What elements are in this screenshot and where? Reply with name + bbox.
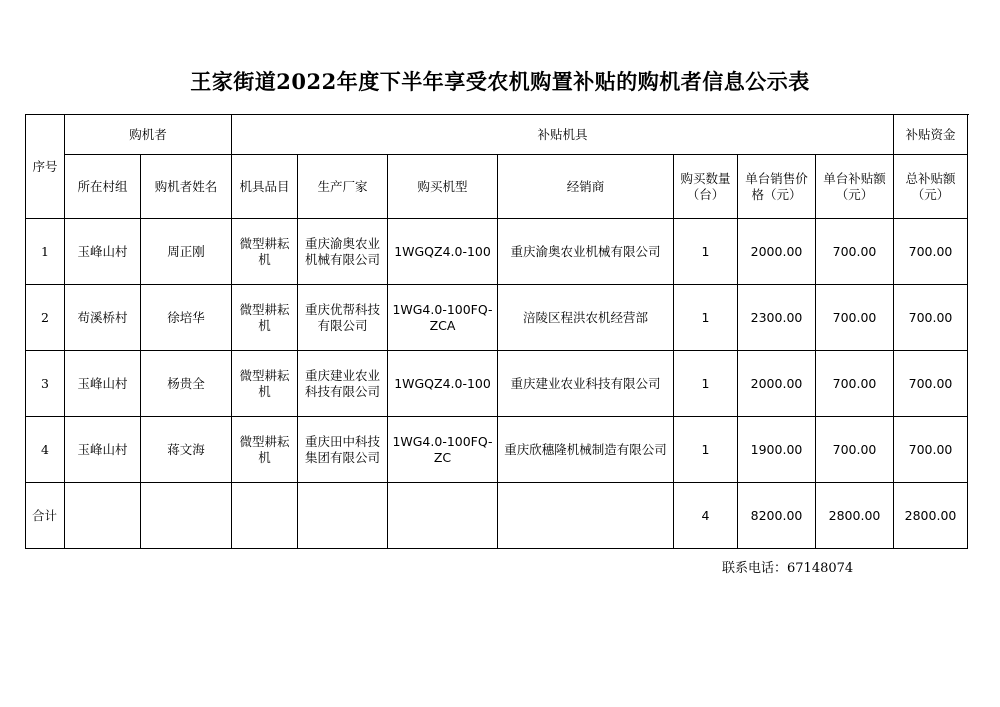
header-manufacturer: 生产厂家 [298,155,388,219]
cell-name: 蒋文海 [141,417,232,483]
cell-model: 1WGQZ4.0-100 [388,351,498,417]
header-seq: 序号 [26,115,65,219]
cell-dealer: 重庆渝奥农业机械有限公司 [498,219,674,285]
cell-total-subsidy: 700.00 [894,285,968,351]
header-row-group [26,115,968,155]
empty-cell [298,483,388,549]
header-village: 所在村组 [65,155,141,219]
header-total-subsidy: 总补贴额（元） [894,155,968,219]
contact-phone: 联系电话：67148074 [722,561,854,576]
table-row [26,219,968,285]
header-row-columns [26,155,968,219]
table-row [26,285,968,351]
cell-unit-price: 2000.00 [738,219,816,285]
cell-name: 周正刚 [141,219,232,285]
total-row [26,483,968,549]
empty-cell [232,483,298,549]
cell-unit-subsidy: 700.00 [816,285,894,351]
header-buyer-group: 购机者 [65,115,232,155]
total-subsidy: 2800.00 [894,483,968,549]
header-dealer: 经销商 [498,155,674,219]
empty-cell [65,483,141,549]
cell-manufacturer: 重庆渝奥农业机械有限公司 [298,219,388,285]
total-unit-price: 8200.00 [738,483,816,549]
cell-model: 1WGQZ4.0-100 [388,219,498,285]
cell-unit-subsidy: 700.00 [816,351,894,417]
header-machine-group: 补贴机具 [232,115,894,155]
table-row [26,351,968,417]
cell-quantity: 1 [674,351,738,417]
header-subsidy-group: 补贴资金 [894,115,968,155]
cell-total-subsidy: 700.00 [894,219,968,285]
cell-category: 微型耕耘机 [232,285,298,351]
cell-village: 玉峰山村 [65,417,141,483]
cell-model: 1WG4.0-100FQ-ZCA [388,285,498,351]
cell-category: 微型耕耘机 [232,351,298,417]
cell-unit-price: 2000.00 [738,351,816,417]
header-unit-subsidy: 单台补贴额（元） [816,155,894,219]
cell-village: 苟溪桥村 [65,285,141,351]
cell-seq: 3 [26,351,65,417]
cell-total-subsidy: 700.00 [894,417,968,483]
cell-unit-subsidy: 700.00 [816,417,894,483]
page-title: 王家街道2022年度下半年享受农机购置补贴的购机者信息公示表 [190,69,810,94]
cell-manufacturer: 重庆建业农业科技有限公司 [298,351,388,417]
cell-unit-subsidy: 700.00 [816,219,894,285]
cell-quantity: 1 [674,219,738,285]
cell-total-subsidy: 700.00 [894,351,968,417]
cell-category: 微型耕耘机 [232,417,298,483]
cell-unit-price: 1900.00 [738,417,816,483]
empty-cell [388,483,498,549]
cell-seq: 4 [26,417,65,483]
header-quantity: 购买数量（台） [674,155,738,219]
total-label: 合计 [26,483,65,549]
total-quantity: 4 [674,483,738,549]
cell-quantity: 1 [674,285,738,351]
cell-seq: 2 [26,285,65,351]
total-unit-subsidy: 2800.00 [816,483,894,549]
cell-model: 1WG4.0-100FQ-ZC [388,417,498,483]
empty-cell [498,483,674,549]
cell-dealer: 涪陵区程洪农机经营部 [498,285,674,351]
cell-quantity: 1 [674,417,738,483]
header-unit-price: 单台销售价格（元） [738,155,816,219]
subsidy-table [25,114,968,549]
cell-name: 徐培华 [141,285,232,351]
cell-village: 玉峰山村 [65,351,141,417]
cell-manufacturer: 重庆优帮科技有限公司 [298,285,388,351]
empty-cell [141,483,232,549]
cell-dealer: 重庆欣穗隆机械制造有限公司 [498,417,674,483]
header-category: 机具品目 [232,155,298,219]
cell-dealer: 重庆建业农业科技有限公司 [498,351,674,417]
cell-category: 微型耕耘机 [232,219,298,285]
header-buyer-name: 购机者姓名 [141,155,232,219]
header-model: 购买机型 [388,155,498,219]
cell-unit-price: 2300.00 [738,285,816,351]
cell-village: 玉峰山村 [65,219,141,285]
cell-seq: 1 [26,219,65,285]
table-row [26,417,968,483]
cell-name: 杨贵全 [141,351,232,417]
cell-manufacturer: 重庆田中科技集团有限公司 [298,417,388,483]
